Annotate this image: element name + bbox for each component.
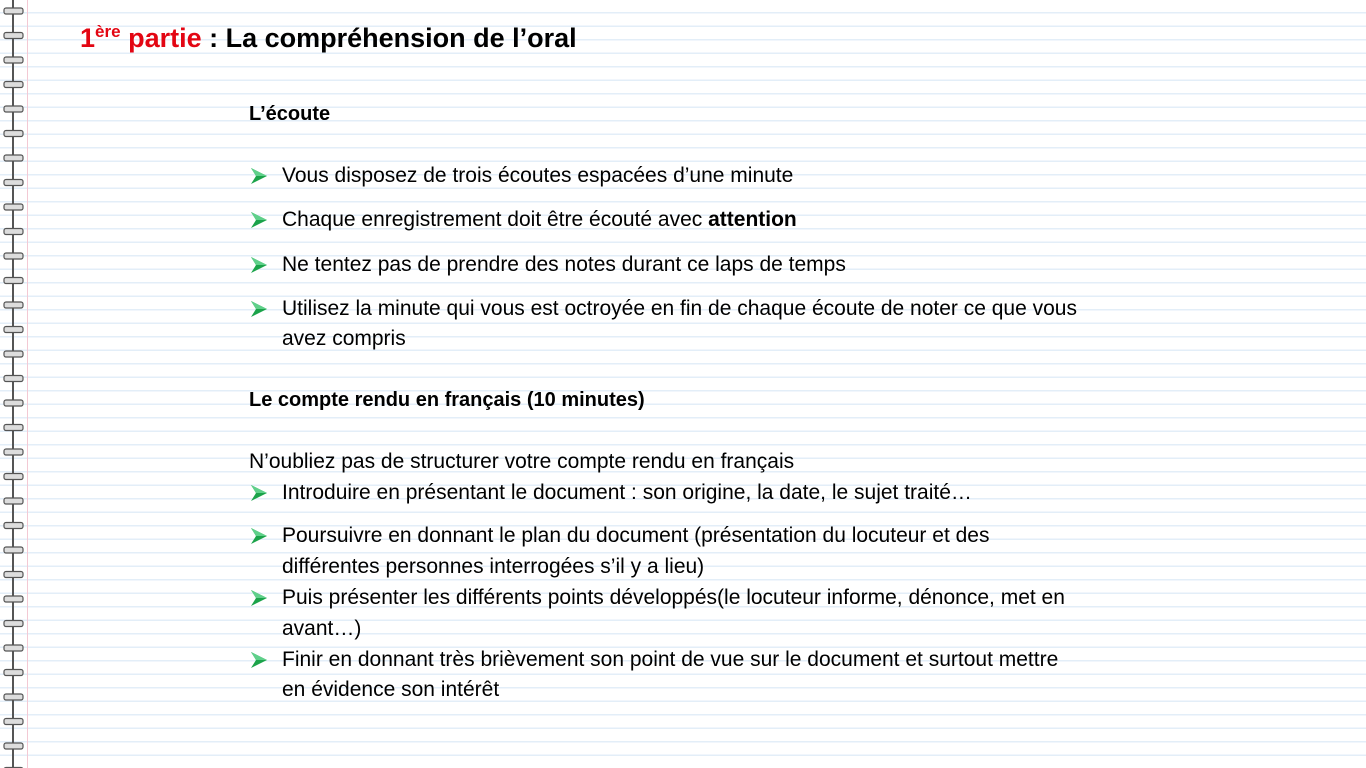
bullet-4-line2: avez compris (282, 327, 406, 350)
title-partie: partie (128, 23, 202, 53)
arrow-bullet-icon (250, 211, 268, 229)
bullet-1-line1: Vous disposez de trois écoutes espacées d’une minute (282, 164, 794, 187)
bullet-7-line2: avant…) (282, 617, 362, 640)
bullet-8-line1: Finir en donnant très brièvement son point de vue sur le document et surtout mettre (282, 648, 1059, 671)
arrow-bullet-icon (250, 527, 268, 545)
section2-heading: Le compte rendu en français (10 minutes) (249, 389, 645, 411)
title-rest: : La compréhension de l’oral (201, 23, 577, 53)
section1-heading: L’écoute (249, 103, 331, 125)
arrow-bullet-icon (250, 589, 268, 607)
arrow-bullet-icon (250, 256, 268, 274)
bullet-7-line1: Puis présenter les différents points développés(le locuteur informe, dénonce, met en (282, 586, 1065, 609)
bullet-3-line1: Ne tentez pas de prendre des notes durant ce laps de temps (282, 253, 846, 276)
section2-intro: N’oubliez pas de structurer votre compte rendu en français (249, 450, 795, 473)
page-title (80, 22, 577, 54)
bullet-2-text: Chaque enregistrement doit être écouté avec (282, 208, 709, 231)
arrow-bullet-icon (250, 484, 268, 502)
bullet-5-line1: Introduire en présentant le document : son origine, la date, le sujet traité… (282, 481, 972, 504)
arrow-bullet-icon (250, 651, 268, 669)
bullet-6-line2: différentes personnes interrogées s’il y a lieu) (282, 555, 705, 578)
arrow-bullet-icon (250, 167, 268, 185)
bullet-4-line1: Utilisez la minute qui vous est octroyée en fin de chaque écoute de noter ce que vous (282, 297, 1077, 320)
bullet-6-line1: Poursuivre en donnant le plan du document (présentation du locuteur et des (282, 524, 990, 547)
bullet-8-line2: en évidence son intérêt (282, 678, 500, 701)
bullet-2-bold: attention (708, 208, 797, 231)
arrow-bullet-icon (250, 300, 268, 318)
title-number: 1 (80, 23, 96, 53)
title-sup: ère (95, 22, 121, 41)
spiral-binding (0, 0, 26, 768)
margin-line (27, 0, 28, 768)
bullet-2-line1 (282, 208, 797, 232)
